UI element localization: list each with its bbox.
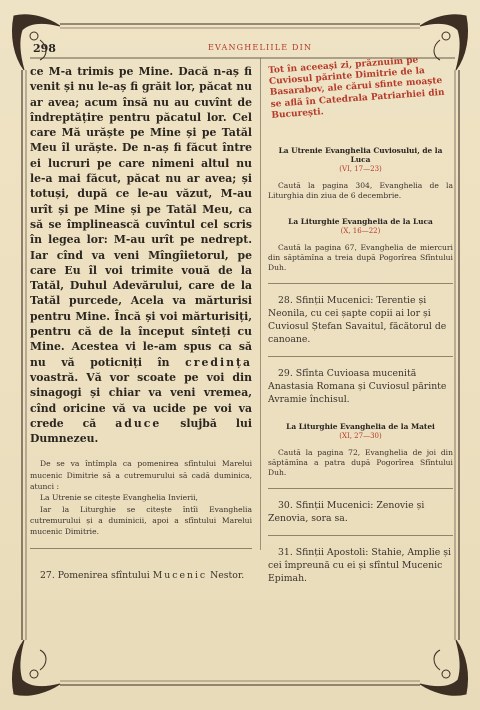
section-text: Caută la pagina 72, Evanghelia de joi din săptămîna a patra după Pogorîrea Sfîntului Duh. bbox=[268, 448, 453, 478]
page-header bbox=[33, 42, 453, 56]
gospel-text-part: ce M-a trimis pe Mine. Dacă n-aș fi venit și nu le-aș fi grăit lor, păcat nu ar avea; acum însă nu au cuvînt de îndreptățire pentru păcatul lor. Cel care Mă urăște pe Mine și pe Tatăl Meu îl urăște. De n-aș fi făcut între ei lucruri pe care nimeni altul nu le-a mai făcut, păcat nu ar avea; și totuși, după ce le-au văzut, M-au urît și pe Mine și pe Tatăl Meu, ca să se împlinească cuvîntul cel scris în legea lor: M-au urît pe nedrept. Iar cînd va veni Mîngîietorul, pe care Eu îl voi trimite vouă de la Tatăl, Duhul Adevărului, care de la Tatăl purcede, Acela va mărturisi pentru Mine. Încă și voi mărturisiți, pentru că de la început sînteți cu Mine. Acestea vi le-am spus ca să nu vă poticniți în bbox=[30, 65, 252, 369]
section-text: Caută la pagina 67, Evanghelia de miercuri din săptămîna a treia după Pogorîrea Sfîntului Duh. bbox=[268, 243, 453, 273]
feast-29: 29. Sfînta Cuvioasa mucenită Anastasia Romana și Cuviosul părinte Avramie închisul. bbox=[268, 368, 447, 406]
section-text: Caută la pagina 304, Evanghelia de la Liturghia din ziua de 6 decembrie. bbox=[268, 181, 453, 201]
section-heading: La Utrenie Evanghelia Cuviosului, de la Luca bbox=[278, 146, 443, 165]
section-divider bbox=[30, 548, 252, 549]
feast-27-text: 27. Pomenirea sfîntului bbox=[40, 569, 153, 581]
scripture-reference: (X, 16—22) bbox=[340, 227, 381, 236]
section-liturghie-matei bbox=[268, 422, 453, 478]
feast-31: 31. Sfinții Apostoli: Stahie, Amplie și cei împreună cu ei și sfîntul Mucenic Epimah. bbox=[268, 547, 451, 585]
rubric-note-line: La Utrenie se citește Evanghelia Invierii, bbox=[40, 493, 198, 503]
gospel-text-spaced-word: aduce bbox=[115, 416, 162, 430]
running-title: EVANGHELIILE DIN bbox=[208, 43, 313, 52]
page-number: 298 bbox=[33, 42, 56, 55]
rubric-note-line: Iar la Liturghie se citește întîi Evanghelia cutremurului și a duminicii, apoi a sfîntului Marelui mucenic Dimitrie. bbox=[30, 504, 252, 537]
scripture-reference: (VI, 17—23) bbox=[339, 165, 382, 174]
section-heading: La Liturghie Evanghelia de la Luca bbox=[288, 217, 433, 227]
feast-27-text: Nestor. bbox=[207, 569, 245, 581]
scripture-reference: (XI, 27—30) bbox=[339, 432, 382, 441]
right-column bbox=[268, 55, 453, 585]
feast-28: 28. Sfinții Mucenici: Terentie și Neonila, cu cei șapte copii ai lor și Cuviosul Ștefan Savaitul, făcătorul de canoane. bbox=[268, 295, 447, 346]
feast-30: 30. Sfinții Mucenici: Zenovie și Zenovia, sora sa. bbox=[268, 500, 425, 525]
corner-ornament-bottom-left bbox=[12, 640, 60, 695]
left-column bbox=[30, 64, 252, 582]
section-heading: La Liturghie Evanghelia de la Matei bbox=[286, 422, 435, 432]
gospel-text bbox=[30, 64, 252, 446]
rubric-note-line: De se va întîmpla ca pomenirea sfîntului Marelui mucenic Dimitrie să a cutremurului să cadă duminica, atunci : bbox=[30, 459, 252, 492]
gospel-text-spaced-word: credința bbox=[185, 355, 252, 369]
gospel-text-part: slujbă lui Dumnezeu. bbox=[30, 416, 252, 446]
feast-27 bbox=[30, 569, 252, 582]
section-divider bbox=[268, 488, 453, 489]
column-divider bbox=[260, 58, 261, 550]
section-divider bbox=[268, 356, 453, 357]
section-liturghie-luca bbox=[268, 217, 453, 273]
section-divider bbox=[268, 283, 453, 284]
corner-ornament-bottom-right bbox=[420, 640, 468, 695]
rubric-note bbox=[30, 458, 252, 537]
section-utrenie bbox=[268, 146, 453, 201]
feast-27-spaced-word: Mucenic bbox=[152, 569, 208, 581]
red-intro: Tot în aceeași zi, prăznuim pe Cuviosul părinte Dimitrie de la Basarabov, ale cărui sfinte moaște se află în Catedrala Patriarhiei din București. bbox=[268, 55, 445, 121]
section-divider bbox=[268, 535, 453, 536]
gospel-text-part: voastră. Vă vor scoate pe voi din sinagogi și chiar va veni vremea, cînd oricine vă va ucide pe voi va crede că bbox=[30, 370, 252, 430]
